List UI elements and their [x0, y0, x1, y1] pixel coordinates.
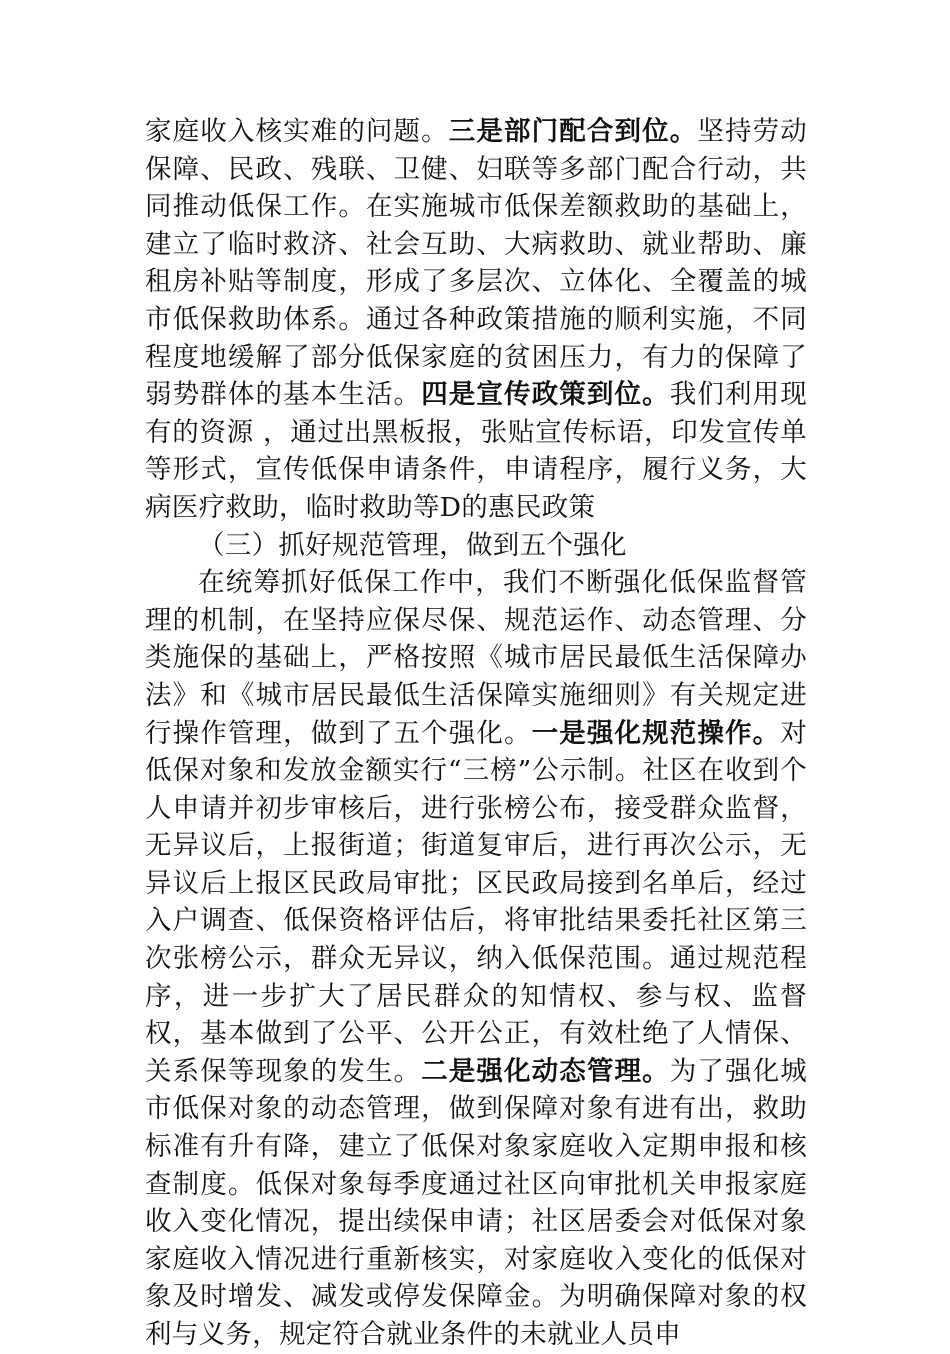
paragraph-text: 在统筹抓好低保工作中，我们不断强化低保监督管理的机制，在坚持应保尽保、规范运作、动态管理、分类施保的基础上，严格按照《城市居民最低生活保障办法》和《城市居民最低生活保障实施细则》有关规定进行操作管理，做到了五个强化。	[145, 567, 807, 749]
document-page	[145, 113, 807, 1354]
paragraph-continuation	[145, 113, 807, 527]
bold-point-three: 三是部门配合到位。	[448, 116, 698, 147]
section-heading: （三）抓好规范管理，做到五个强化	[198, 529, 627, 561]
bold-point-two: 二是强化动态管理。	[421, 1055, 670, 1087]
paragraph-main	[145, 564, 807, 1353]
paragraph-text: 家庭收入核实难的问题。	[145, 116, 449, 147]
paragraph-text: 对低保对象和发放金额实行“三榜”公示制。社区在收到个人申请并初步审核后，进行张榜公布，接受群众监督，无异议后，上报街道；街道复审后，进行再次公示，无异议后上报区民政局审批；区民政局接到名单后，经过入户调查、低保资格评估后，将审批结果委托社区第三次张榜公示，群众无异议，纳入低保范围。通过规范程序，进一步扩大了居民群众的知情权、参与权、监督权，基本做到了公平、公开公正，有效杜绝了人情保、关系保等现象的发生。	[145, 717, 808, 1087]
bold-point-four: 四是宣传政策到位。	[421, 379, 670, 411]
paragraph-text: 我们利用现有的资源 ，通过出黑板报，张贴宣传标语，印发宣传单等形式，宣传低保申请条件，申请程序，履行义务，大病医疗救助，临时救助等D的惠民政策	[145, 379, 808, 523]
paragraph-text: 坚持劳动保障、民政、残联、卫健、妇联等多部门配合行动，共同推动低保工作。在实施城市低保差额救助的基础上，建立了临时救济、社会互助、大病救助、就业帮助、廉租房补贴等制度，形成了多层次、立体化、全覆盖的城市低保救助体系。通过各种政策措施的顺利实施，不同程度地缓解了部分低保家庭的贫困压力，有力的保障了弱势群体的基本生活。	[145, 116, 808, 411]
bold-point-one: 一是强化规范操作。	[531, 717, 781, 749]
paragraph-text: 为了强化城市低保对象的动态管理，做到保障对象有进有出，救助标准有升有降，建立了低保对象家庭收入定期申报和核查制度。低保对象每季度通过社区向审批机关申报家庭收入变化情况，提出续保申请；社区居委会对低保对象家庭收入情况进行重新核实，对家庭收入变化的低保对象及时增发、减发或停发保障金。为明确保障对象的权利与义务，规定符合就业条件的未就业人员申	[145, 1055, 808, 1350]
